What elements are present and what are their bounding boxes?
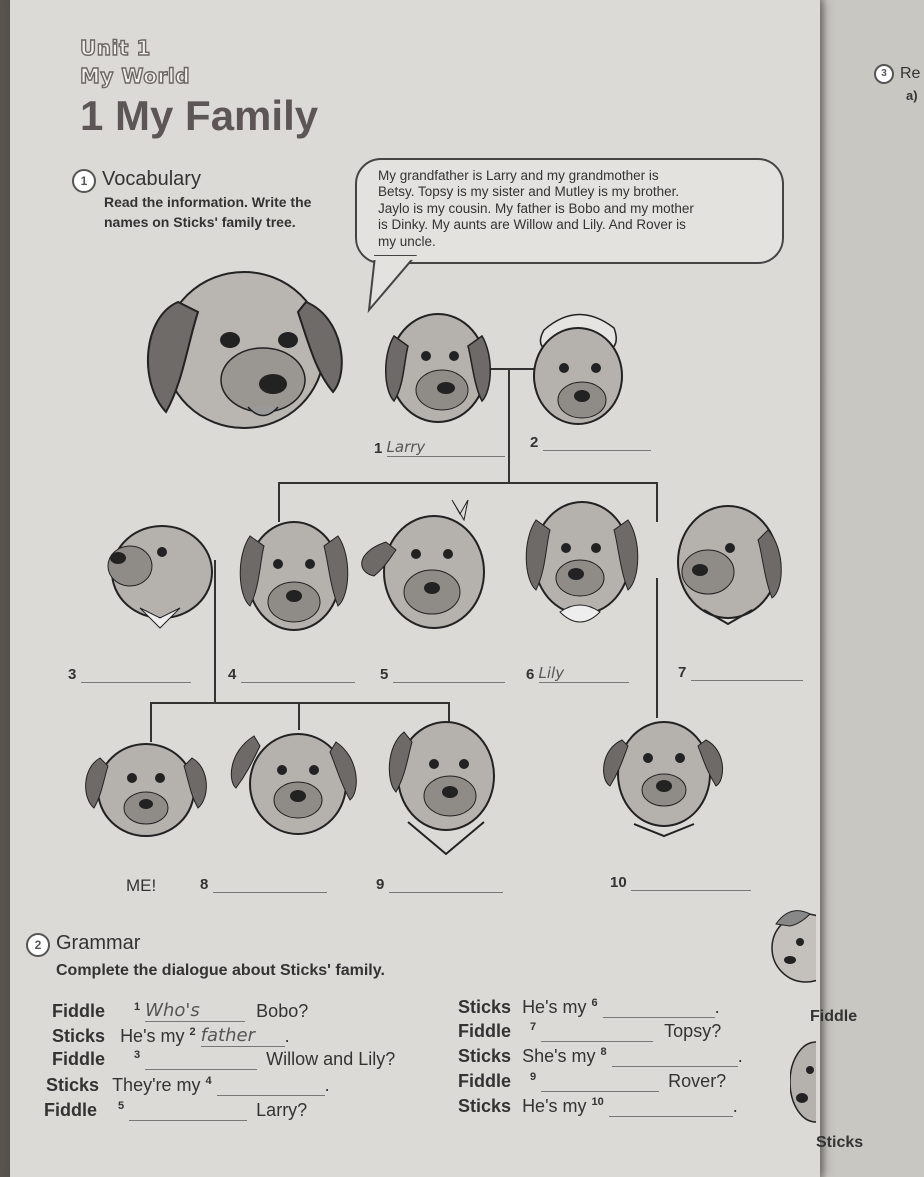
speaker: Fiddle bbox=[44, 1100, 97, 1120]
dialogue-text: Topsy? bbox=[664, 1021, 722, 1041]
fiddle-caption: Fiddle bbox=[810, 1008, 858, 1025]
speaker: Sticks bbox=[458, 1046, 512, 1066]
dialogue-text: He's my bbox=[522, 997, 587, 1017]
dog-10-face bbox=[600, 714, 726, 844]
speaker: Sticks bbox=[52, 1026, 106, 1046]
dialogue-text: Willow and Lily? bbox=[266, 1049, 396, 1069]
page-title: 1 My Family bbox=[80, 92, 319, 139]
tree-slot-6 bbox=[526, 664, 629, 683]
speaker: Fiddle bbox=[458, 1021, 511, 1041]
tree-slot-3 bbox=[68, 666, 191, 683]
tree-line bbox=[150, 702, 152, 742]
dialogue-line-10 bbox=[458, 1096, 738, 1117]
slot-number: 5 bbox=[380, 666, 389, 683]
bubble-line: Jaylo is my cousin. My father is Bobo and my mother bbox=[378, 200, 694, 216]
dog-5-face bbox=[356, 492, 502, 640]
dialogue-line-4 bbox=[46, 1075, 330, 1096]
dialogue-text: . bbox=[737, 1046, 743, 1066]
speaker: Fiddle bbox=[52, 1001, 105, 1021]
bubble-line: My grandfather is Larry and my grandmother is bbox=[378, 168, 659, 183]
dog-6-lily-face bbox=[520, 494, 642, 640]
subunit-label: My World bbox=[80, 64, 191, 88]
vocabulary-instruction bbox=[104, 192, 311, 232]
tree-slot-1 bbox=[374, 438, 505, 457]
dog-7-face bbox=[668, 500, 788, 636]
bubble-line: my uncle. bbox=[378, 233, 436, 249]
me-dog-face bbox=[80, 738, 212, 838]
answer-field[interactable] bbox=[541, 1025, 653, 1042]
slot-number: 1 bbox=[374, 440, 383, 457]
answer-field[interactable]: father bbox=[201, 1025, 285, 1047]
tree-line bbox=[656, 578, 658, 718]
dialogue-text: Bobo? bbox=[256, 1001, 309, 1021]
gap-number: 3 bbox=[134, 1049, 141, 1061]
dialogue-text: . bbox=[284, 1026, 290, 1046]
section-3-badge: 3 bbox=[874, 64, 894, 84]
dog-1-larry-face bbox=[382, 306, 494, 430]
answer-field[interactable] bbox=[691, 666, 803, 681]
instruction-line-2: names on Sticks' family tree. bbox=[104, 214, 296, 230]
dialogue-text: . bbox=[732, 1096, 738, 1116]
gap-number: 5 bbox=[118, 1100, 125, 1112]
gap-number: 9 bbox=[530, 1071, 537, 1083]
answer-field[interactable] bbox=[389, 878, 503, 893]
sticks-dog-portrait bbox=[138, 262, 350, 434]
speaker: Fiddle bbox=[458, 1071, 511, 1091]
vocabulary-title: Vocabulary bbox=[102, 168, 201, 190]
tree-line bbox=[508, 368, 510, 483]
dialogue-line-7 bbox=[458, 1021, 721, 1042]
section-1-badge: 1 bbox=[72, 169, 96, 193]
dialogue-text: She's my bbox=[522, 1046, 596, 1066]
answer-field[interactable] bbox=[81, 668, 191, 683]
answer-field[interactable] bbox=[609, 1100, 733, 1117]
answer-field[interactable] bbox=[217, 1079, 325, 1096]
dialogue-text: They're my bbox=[112, 1075, 201, 1095]
right-page bbox=[820, 0, 924, 1177]
speaker: Sticks bbox=[458, 1096, 512, 1116]
speech-bubble-text bbox=[378, 168, 770, 250]
bubble-line: is Dinky. My aunts are Willow and Lily. And Rover is bbox=[378, 217, 686, 233]
answer-field[interactable] bbox=[603, 1001, 715, 1018]
grammar-heading bbox=[26, 932, 140, 957]
tree-slot-4 bbox=[228, 666, 355, 683]
dog-2-face bbox=[524, 304, 632, 430]
unit-label: Unit 1 bbox=[80, 36, 151, 60]
dialogue-text: He's my bbox=[522, 1096, 587, 1116]
answer-field[interactable] bbox=[129, 1104, 247, 1121]
answer-field[interactable] bbox=[145, 1053, 257, 1070]
dog-9-face bbox=[384, 712, 502, 858]
grammar-instruction: Complete the dialogue about Sticks' family. bbox=[56, 962, 385, 979]
tree-slot-2 bbox=[530, 434, 651, 451]
slot-number: 3 bbox=[68, 666, 77, 683]
tree-slot-5 bbox=[380, 666, 505, 683]
dialogue-text: Larry? bbox=[256, 1100, 308, 1120]
answer-field[interactable] bbox=[543, 436, 651, 451]
answer-field[interactable]: Who's bbox=[145, 1000, 245, 1022]
tree-slot-8 bbox=[200, 876, 327, 893]
tree-slot-9 bbox=[376, 876, 503, 893]
dog-3-face bbox=[100, 518, 218, 630]
vocabulary-heading bbox=[72, 168, 201, 193]
gap-number: 4 bbox=[205, 1075, 212, 1087]
tree-line bbox=[278, 482, 658, 484]
dialogue-line-6 bbox=[458, 997, 720, 1018]
answer-field[interactable] bbox=[541, 1075, 659, 1092]
answer-field[interactable] bbox=[213, 878, 327, 893]
dialogue-line-2 bbox=[52, 1025, 290, 1047]
dialogue-line-8 bbox=[458, 1046, 743, 1067]
grammar-title: Grammar bbox=[56, 932, 141, 954]
speaker: Fiddle bbox=[52, 1049, 105, 1069]
tree-line bbox=[150, 702, 450, 704]
speaker: Sticks bbox=[46, 1075, 100, 1095]
section-2-badge: 2 bbox=[26, 933, 50, 957]
answer-field[interactable] bbox=[393, 668, 505, 683]
fiddle-dog-illustration bbox=[770, 904, 816, 994]
me-label: ME! bbox=[126, 876, 157, 895]
tree-slot-7 bbox=[678, 664, 803, 681]
dialogue-text: He's my bbox=[120, 1026, 185, 1046]
dialogue-line-5 bbox=[44, 1100, 307, 1121]
gap-number: 7 bbox=[530, 1021, 537, 1033]
dialogue-text: . bbox=[714, 997, 720, 1017]
slot-number: 9 bbox=[376, 876, 385, 893]
answer-field[interactable] bbox=[241, 668, 355, 683]
gap-number: 8 bbox=[600, 1046, 607, 1058]
answer-field[interactable]: Lily bbox=[539, 664, 629, 683]
right-page-heading: Re bbox=[900, 65, 921, 83]
gap-number: 2 bbox=[189, 1026, 196, 1038]
right-page-item: a) bbox=[906, 88, 918, 103]
gap-number: 1 bbox=[134, 1001, 141, 1013]
answer-field[interactable]: Larry bbox=[387, 438, 505, 457]
answer-field[interactable] bbox=[631, 876, 751, 891]
sticks-caption: Sticks bbox=[816, 1134, 864, 1151]
dialogue-text: Rover? bbox=[668, 1071, 727, 1091]
tree-line bbox=[656, 482, 658, 522]
dialogue-line-3 bbox=[52, 1049, 395, 1070]
gap-number: 10 bbox=[591, 1096, 604, 1108]
slot-number: 6 bbox=[526, 666, 535, 683]
dialogue-line-9 bbox=[458, 1071, 726, 1092]
slot-number: 10 bbox=[610, 874, 627, 891]
dialogue-text: . bbox=[324, 1075, 330, 1095]
dialogue-line-1 bbox=[52, 1000, 308, 1022]
answer-field[interactable] bbox=[612, 1050, 738, 1067]
slot-number: 2 bbox=[530, 434, 539, 451]
tree-slot-10 bbox=[610, 874, 751, 891]
gap-number: 6 bbox=[591, 997, 598, 1009]
speaker: Sticks bbox=[458, 997, 512, 1017]
slot-number: 7 bbox=[678, 664, 687, 681]
bubble-line: Betsy. Topsy is my sister and Mutley is my brother. bbox=[378, 184, 680, 200]
slot-number: 4 bbox=[228, 666, 237, 683]
slot-number: 8 bbox=[200, 876, 209, 893]
sticks-dog-illustration bbox=[790, 1036, 816, 1126]
right-page-section bbox=[874, 64, 920, 84]
dog-8-face bbox=[228, 722, 364, 842]
instruction-line-1: Read the information. Write the bbox=[104, 194, 312, 210]
dog-4-face bbox=[236, 516, 354, 636]
